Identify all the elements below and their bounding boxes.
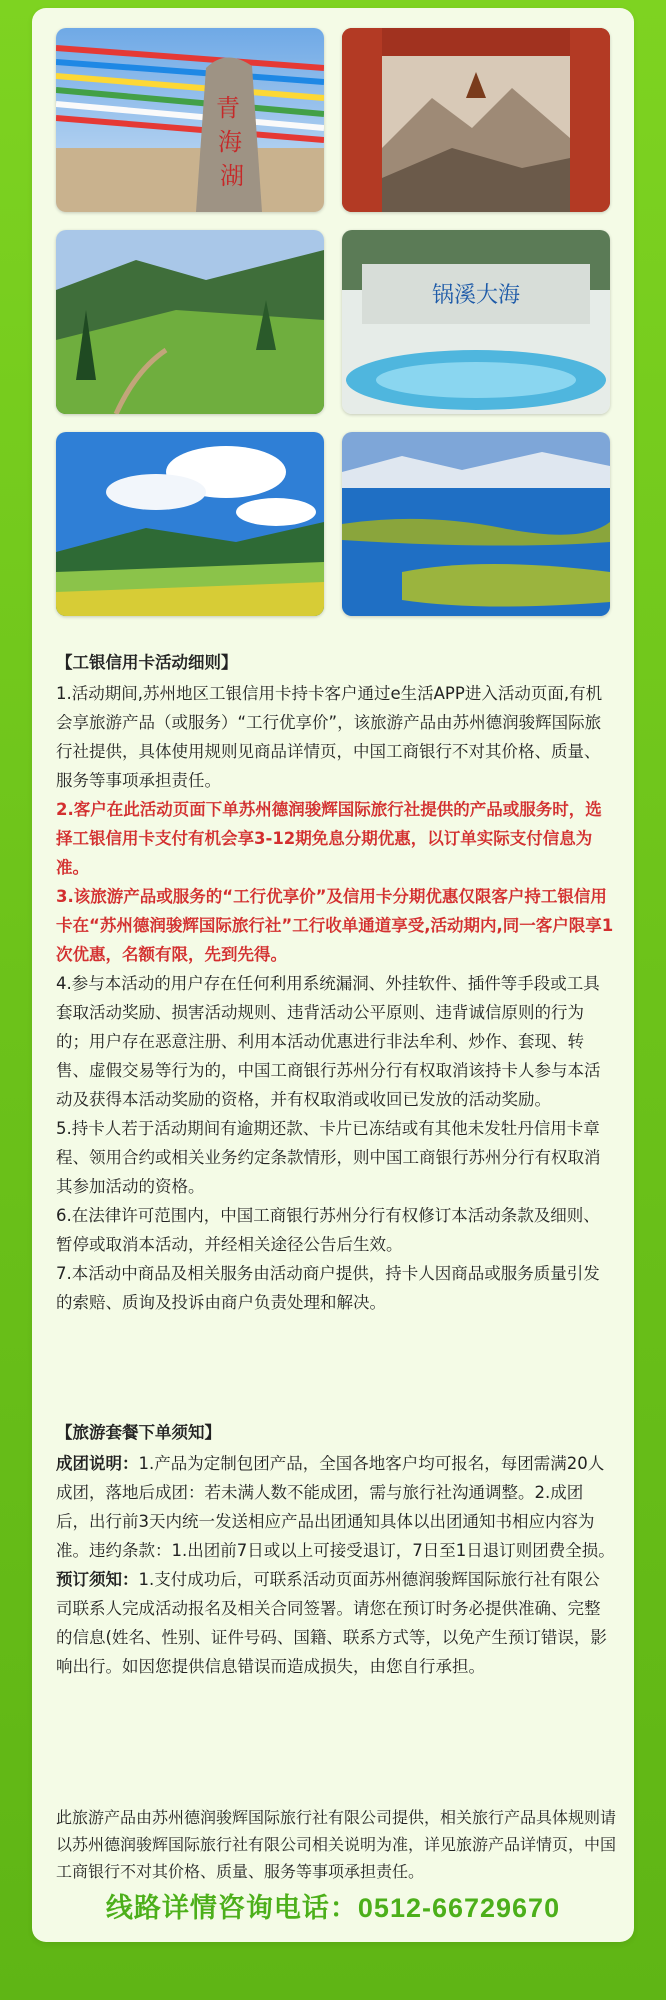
photo-green-valley (56, 230, 324, 414)
photo-hot-spring (342, 230, 610, 414)
rule-item-7: 7.本活动中商品及相关服务由活动商户提供，持卡人因商品或服务质量引发的索赔、质询及投诉由商户负责处理和解决。 (56, 1264, 600, 1312)
rule-item-3: 3.该旅游产品或服务的“工行优享价”及信用卡分期优惠仅限客户持工银信用卡在“苏州德润骏辉国际旅行社”工行收单通道享受,活动期内,同一客户限享1次优惠，名额有限，先到先得。 (56, 887, 614, 964)
booking-info-paragraph (56, 1565, 616, 1681)
photo-red-gate-mountain (342, 28, 610, 212)
rule-item-1: 1.活动期间,苏州地区工银信用卡持卡客户通过e生活APP进入活动页面,有机会享旅游产品（或服务）“工行优享价”，该旅游产品由苏州德润骏辉国际旅行社提供，具体使用规则见商品详情页，中国工商银行不对其价格、质量、服务等事项承担责任。 (56, 684, 603, 790)
group-info-paragraph (56, 1449, 616, 1565)
photo-grid (56, 28, 610, 616)
notice-heading: 【旅游套餐下单须知】 (56, 1423, 221, 1442)
hotline-phone[interactable]: 线路详情咨询电话：0512-66729670 (105, 1893, 561, 1923)
card-rules-section (56, 648, 616, 1317)
booking-info-text: 1.支付成功后，可联系活动页面苏州德润骏辉国际旅行社有限公司联系人完成活动报名及相关合同签署。请您在预订时务必提供准确、完整的信息(姓名、性别、证件号码、国籍、联系方式等，以免产生预订错误，影响出行。如因您提供信息错误而造成损失，由您自行承担。 (56, 1570, 607, 1676)
travel-notice-section (56, 1418, 616, 1681)
svg-text:海: 海 (218, 128, 242, 156)
svg-text:青: 青 (216, 94, 240, 122)
rule-item-4: 4.参与本活动的用户存在任何利用系统漏洞、外挂软件、插件等手段或工具套取活动奖励、损害活动规则、违背活动公平原则、违背诚信原则的行为的；用户存在恶意注册、利用本活动优惠进行非法牟利、炒作、套现、转售、虚假交易等行为的，中国工商银行苏州分行有权取消该持卡人参与本活动及获得本活动奖励的资格，并有权取消或收回已发放的活动奖励。 (56, 974, 601, 1109)
provider-disclaimer: 此旅游产品由苏州德润骏辉国际旅行社有限公司提供，相关旅行产品具体规则请以苏州德润骏辉国际旅行社有限公司相关说明为准，详见旅游产品详情页，中国工商银行不对其价格、质量、服务等事项承担责任。 (56, 1808, 617, 1881)
rule-item-6: 6.在法律许可范围内，中国工商银行苏州分行有权修订本活动条款及细则、暂停或取消本活动，并经相关途径公告后生效。 (56, 1206, 600, 1254)
rule-item-5: 5.持卡人若于活动期间有逾期还款、卡片已冻结或有其他未发牡丹信用卡章程、领用合约或相关业务约定条款情形，则中国工商银行苏州分行有权取消其参加活动的资格。 (56, 1119, 601, 1196)
content-card (32, 8, 634, 1942)
svg-text:锅溪大海: 锅溪大海 (431, 283, 521, 308)
photo-qinghai-lake-stone (56, 28, 324, 212)
photo-lake-wetland (342, 432, 610, 616)
rules-heading: 【工银信用卡活动细则】 (56, 653, 238, 672)
group-info-text: 1.产品为定制包团产品，全国各地客户均可报名，每团需满20人成团，落地后成团：若未满人数不能成团，需与旅行社沟通调整。2.成团后，出行前3天内统一发送相应产品出团通知具体以出团通知书相应内容为准。违约条款：1.出团前7日或以上可接受退订，7日至1日退订则团费全损。 (56, 1454, 615, 1560)
photo-blue-sky-grassland (56, 432, 324, 616)
rule-item-2: 2.客户在此活动页面下单苏州德润骏辉国际旅行社提供的产品或服务时，选择工银信用卡支付有机会享3-12期免息分期优惠，以订单实际支付信息为准。 (56, 800, 602, 877)
svg-text:湖: 湖 (220, 162, 244, 190)
booking-info-label: 预订须知： (56, 1570, 139, 1589)
group-info-label: 成团说明： (56, 1454, 139, 1473)
